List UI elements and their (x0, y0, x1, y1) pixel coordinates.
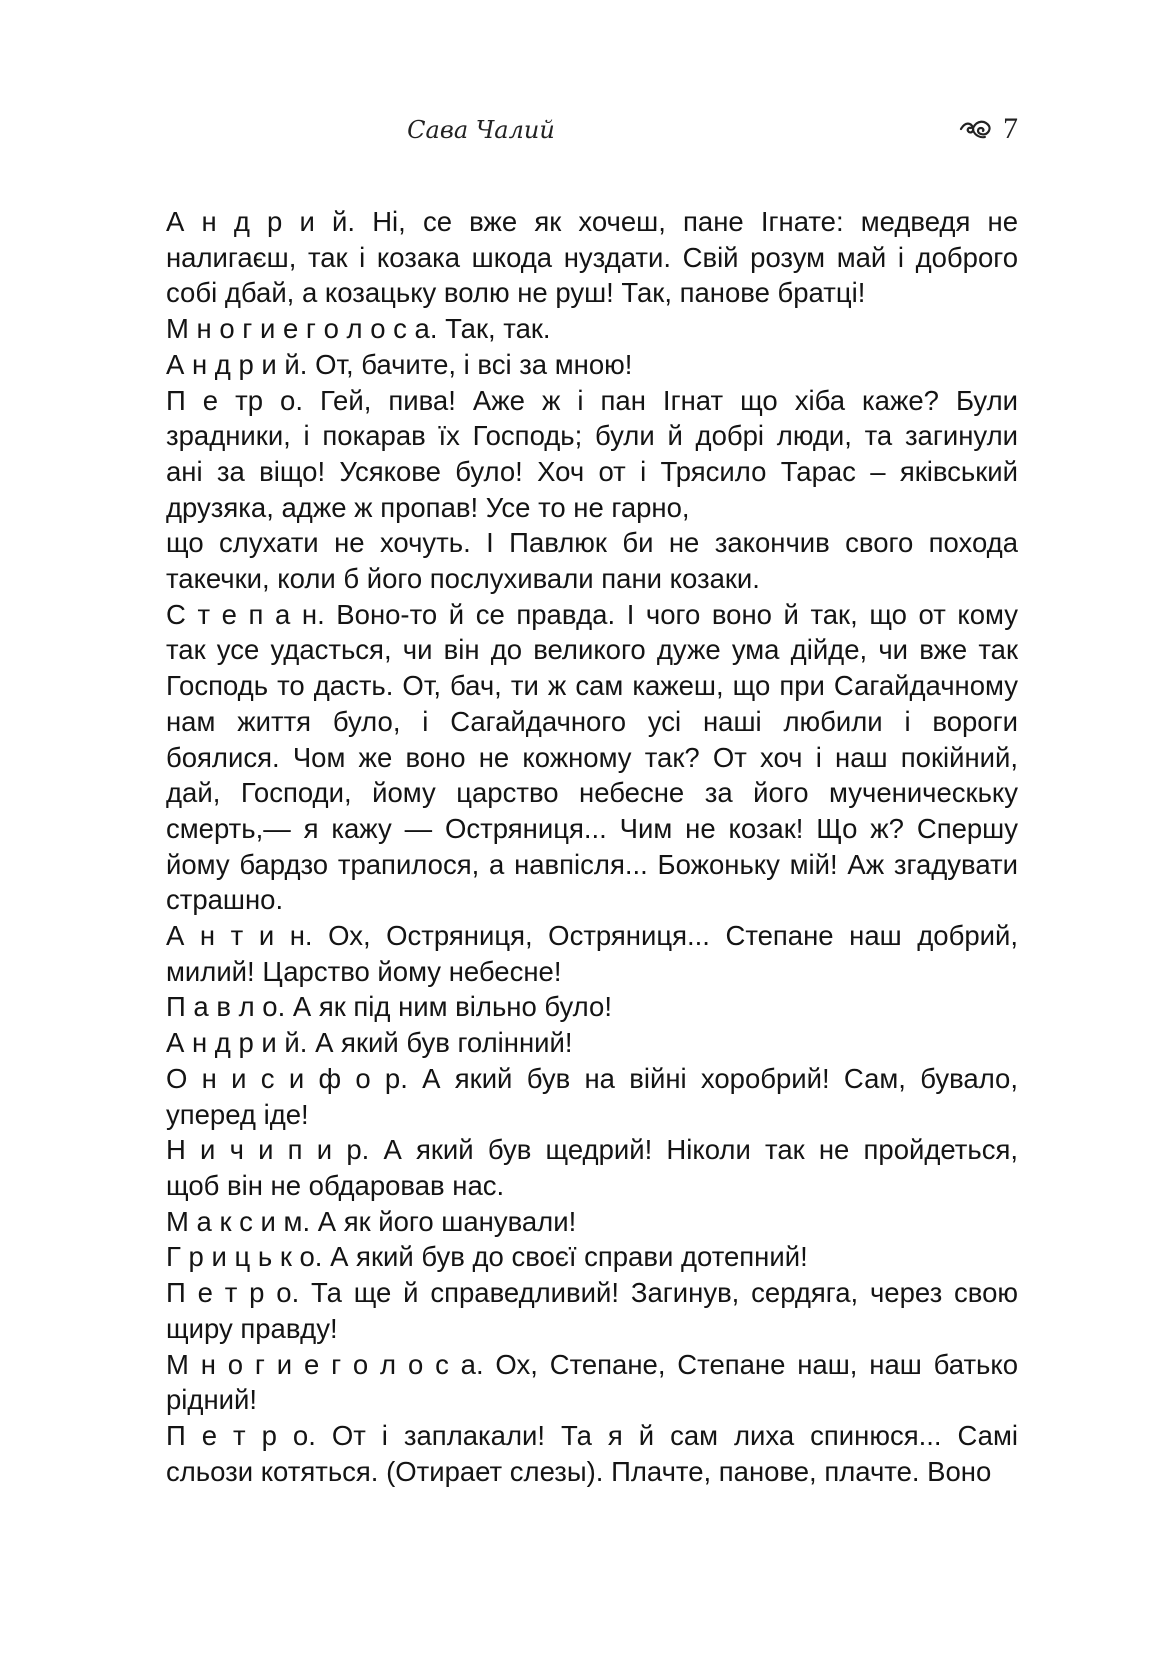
running-header (166, 112, 1018, 152)
text-line: рідний! (166, 1384, 257, 1416)
text-line: П е т р о. Та ще й справедливий! Загинув, сердяга, через свою (166, 1277, 1018, 1309)
text-line: О н и с и ф о р. А який був на війні хоробрий! Сам, бувало, (166, 1062, 1018, 1094)
text-line: П а в л о. А як під ним вільно було! (166, 991, 612, 1023)
paragraph (166, 1239, 1018, 1275)
paragraph (166, 1204, 1018, 1240)
paragraph (166, 383, 1018, 526)
text-line: налигаєш, так і козака шкода нуздати. Свій розум май і доброго (166, 241, 1018, 273)
paragraph (166, 311, 1018, 347)
text-line: такечки, коли б його послухивали пани козаки. (166, 563, 760, 595)
text-line: щиру правду! (166, 1312, 338, 1344)
text-line: А н д р и й. А який був голінний! (166, 1027, 573, 1059)
text-line: страшно. (166, 884, 284, 916)
running-title: Сава Чалий (407, 116, 555, 144)
text-line: М н о г и е г о л о с а. Так, так. (166, 313, 551, 345)
paragraph (166, 1132, 1018, 1203)
text-line: Н и ч и п и р. А який був щедрий! Ніколи так не пройдеться, (166, 1134, 1018, 1166)
text-line: що слухати не хочуть. І Павлюк би не закончив свого похода (166, 527, 1018, 559)
text-line: нам життя було, і Сагайдачного усі наші любили і вороги (166, 705, 1018, 737)
text-line: П е тр о. Гей, пива! Аже ж і пан Ігнат що хіба каже? Були (166, 384, 1018, 416)
text-line: боялися. Чом же воно не кожному так? От хоч і наш покійний, (166, 741, 1018, 773)
text-line: М н о г и е г о л о с а. Ох, Степане, Степане наш, наш батько (166, 1348, 1018, 1380)
paragraph (166, 347, 1018, 383)
text-line: П е т р о. От і заплакали! Та я й сам лиха спинюся... Самі (166, 1419, 1018, 1451)
text-line: А н т и н. Ох, Остряниця, Остряниця... Степане наш добрий, (166, 920, 1018, 952)
paragraph (166, 597, 1018, 918)
paragraph (166, 1061, 1018, 1132)
text-line: А н д р и й. Ні, се вже як хочеш, пане Ігнате: медведя не (166, 206, 1018, 237)
text-line: смерть,— я кажу — Остряниця... Чим не козак! Що ж? Спершу (166, 812, 1018, 844)
text-line: щоб він не обдаровав нас. (166, 1169, 505, 1201)
text-line: собі дбай, а козацьку волю не руш! Так, панове братці! (166, 277, 866, 309)
text-line: йому бардзо трапилося, а навпісля... Божоньку мій! Аж згадувати (166, 848, 1018, 880)
text-line: Господь то дасть. От, бач, ти ж сам кажеш, що при Сагайдачному (166, 670, 1018, 702)
text-line: сльози котяться. (Отирает слезы). Плачте, панове, плачте. Воно (166, 1455, 992, 1487)
page-number-group (959, 112, 1018, 146)
text-line: С т е п а н. Воно-то й се правда. І чого воно й так, що от кому (166, 598, 1018, 630)
paragraph (166, 525, 1018, 596)
body-text (166, 204, 1018, 1489)
text-line: Г р и ц ь к о. А який був до своєї справи дотепний! (166, 1241, 808, 1273)
text-line: ані за віщо! Усякове було! Хоч от і Трясило Тарас – яківський (166, 455, 1018, 487)
paragraph (166, 1275, 1018, 1346)
paragraph (166, 918, 1018, 989)
fleuron-icon (959, 118, 993, 140)
text-line: М а к с и м. А як його шанували! (166, 1205, 577, 1237)
paragraph (166, 1347, 1018, 1418)
paragraph (166, 1418, 1018, 1489)
text-line: уперед іде! (166, 1098, 309, 1130)
text-line: милий! Царство йому небесне! (166, 955, 562, 987)
page-number: 7 (1003, 112, 1018, 145)
text-line: дай, Господи, йому царство небесне за його мученическьку (166, 777, 1018, 809)
paragraph (166, 989, 1018, 1025)
paragraph (166, 1025, 1018, 1061)
text-line: зрадники, і покарав їх Господь; були й добрі люди, та загинули (166, 420, 1018, 452)
text-line: так усе удасться, чи він до великого дуже ума дійде, чи вже так (166, 634, 1018, 666)
text-line: друзяка, адже ж пропав! Усе то не гарно, (166, 491, 690, 523)
paragraph (166, 204, 1018, 311)
text-line: А н д р и й. От, бачите, і всі за мною! (166, 348, 633, 380)
